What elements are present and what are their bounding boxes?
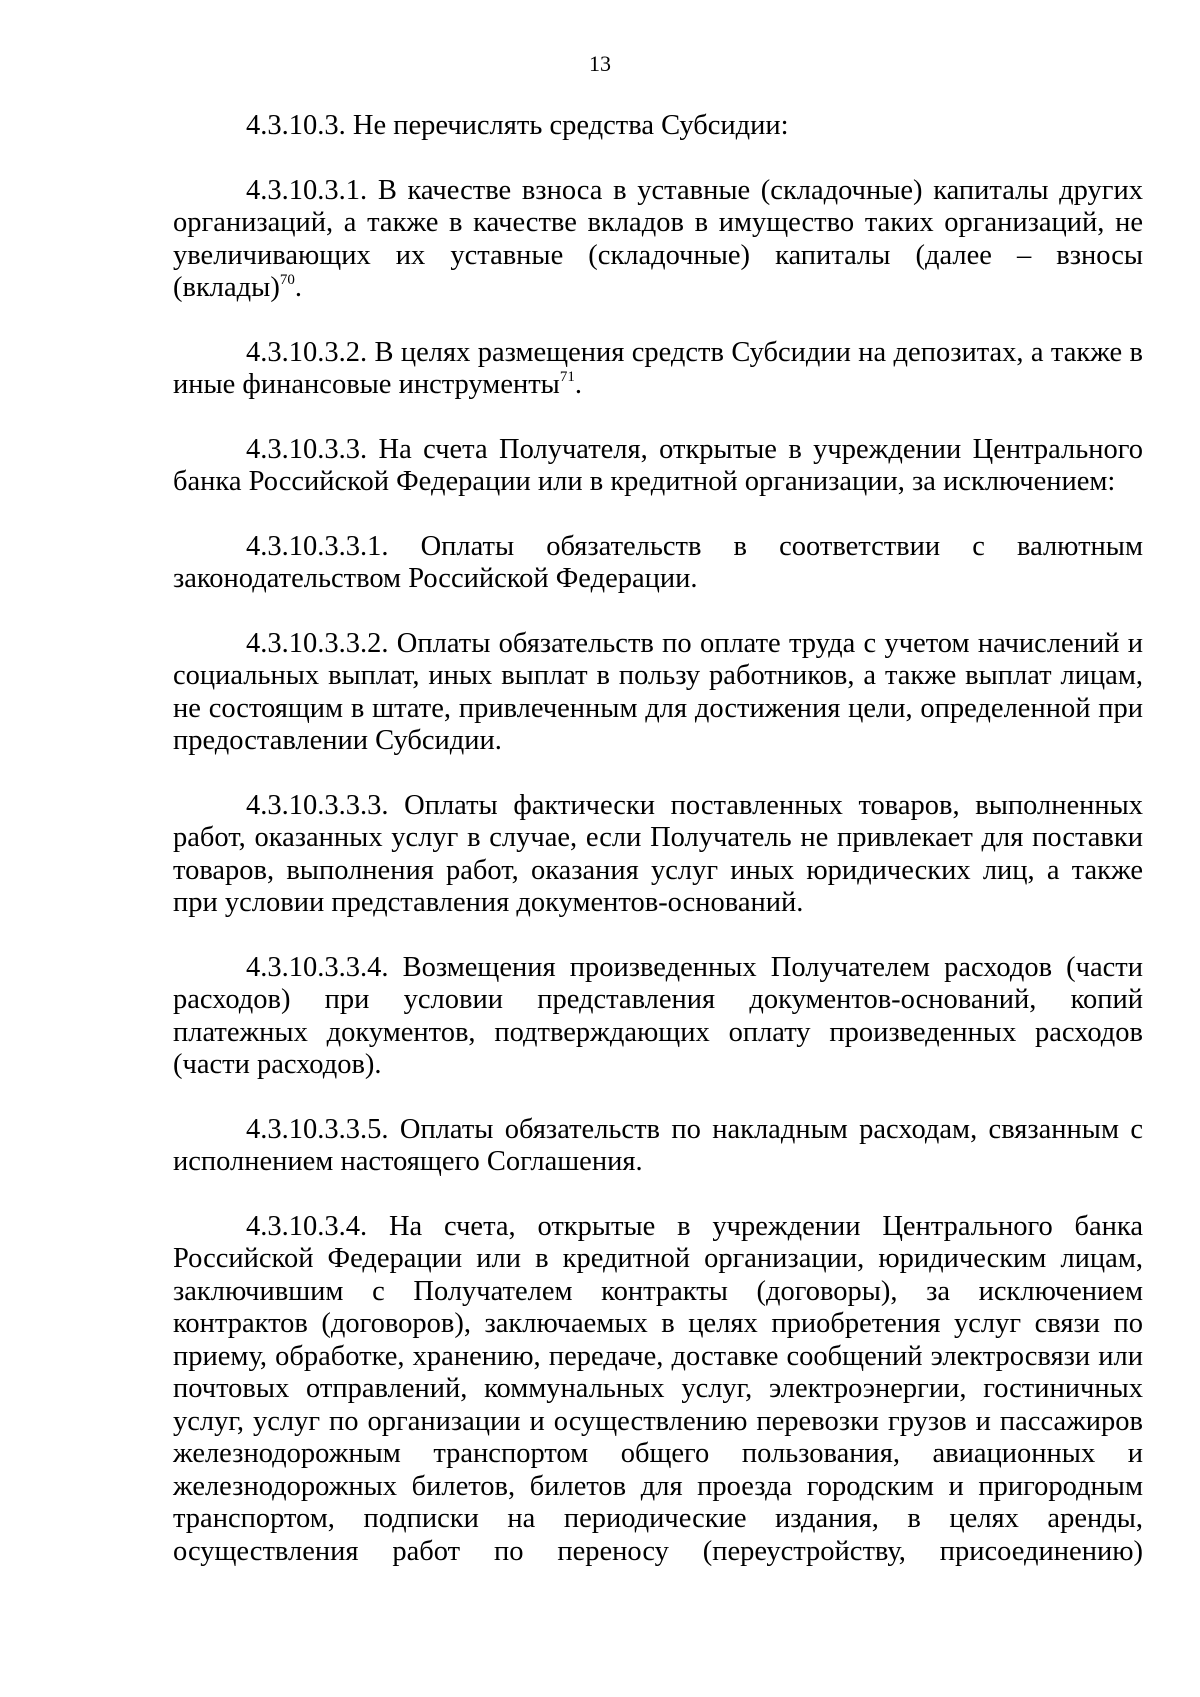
clause-text: Оплаты обязательств в соответствии с валютным законодательством Российской Федерации.	[173, 530, 1143, 594]
clause-tail: .	[574, 369, 582, 400]
paragraph-4-3-10-3-3-5	[173, 1114, 1143, 1179]
paragraph-4-3-10-3-3-3	[173, 790, 1143, 920]
paragraph-4-3-10-3-3-1	[173, 531, 1143, 596]
clause-text: Оплаты фактически поставленных товаров, выполненных работ, оказанных услуг в случае, если Получатель не привлекает для поставки товаров, выполнения работ, оказания услуг иных юридических лиц, а также при условии представления документов-оснований.	[173, 789, 1143, 918]
clause-number: 4.3.10.3.3.3.	[246, 789, 389, 821]
paragraph-4-3-10-3-3	[173, 434, 1143, 499]
clause-number: 4.3.10.3.3.2.	[246, 627, 389, 659]
clause-number: 4.3.10.3.3.5.	[246, 1113, 389, 1145]
paragraph-4-3-10-3-3-2	[173, 628, 1143, 758]
paragraph-4-3-10-3-1	[173, 175, 1143, 305]
paragraph-4-3-10-3-2	[173, 337, 1143, 402]
clause-text: Оплаты обязательств по накладным расходам, связанным с исполнением настоящего Соглашения.	[173, 1113, 1143, 1177]
clause-number: 4.3.10.3.3.	[246, 433, 368, 465]
clause-text: На счета Получателя, открытые в учреждении Центрального банка Российской Федерации или в кредитной организации, за исключением:	[173, 433, 1144, 497]
document-body	[173, 110, 1143, 1600]
clause-number: 4.3.10.3.4.	[246, 1210, 368, 1242]
clause-tail: .	[294, 272, 302, 303]
clause-number: 4.3.10.3.	[246, 110, 346, 141]
paragraph-4-3-10-3-4	[173, 1211, 1143, 1569]
footnote-ref: 70	[279, 272, 295, 288]
clause-number: 4.3.10.3.1.	[246, 174, 368, 206]
footnote-ref: 71	[559, 369, 575, 385]
clause-text: В качестве взноса в уставные (складочные) капиталы других организаций, а также в качестве вкладов в имущество таких организаций, не увеличивающих их уставные (складочные) капиталы (далее – взносы (вклады)	[173, 174, 1143, 303]
clause-text: Возмещения произведенных Получателем расходов (части расходов) при условии представления документов-оснований, копий платежных документов, подтверждающих оплату произведенных расходов (части расходов).	[173, 951, 1143, 1080]
page-number: 13	[589, 51, 611, 76]
clause-text: На счета, открытые в учреждении Центрального банка Российской Федерации или в кредитной организации, юридическим лицам, заключившим с Получателем контракты (договоры), за исключением контрактов (договоров), заключаемых в целях приобретения услуг связи по приему, обработке, хранению, передаче, доставке сообщений электросвязи или почтовых отправлений, коммунальных услуг, электроэнергии, гостиничных услуг, услуг по организации и осуществлению перевозки грузов и пассажиров железнодорожным транспортом общего пользования, авиационных и железнодорожных билетов, билетов для проезда городским и пригородным транспортом, подписки на периодические издания, в целях аренды, осуществления работ по переносу (переустройству, присоединению)	[173, 1210, 1143, 1567]
clause-text: Оплаты обязательств по оплате труда с учетом начислений и социальных выплат, иных выплат в пользу работников, а также выплат лицам, не состоящим в штате, привлеченным для достижения цели, определенной при предоставлении Субсидии.	[173, 627, 1143, 756]
paragraph-4-3-10-3	[173, 110, 1143, 143]
paragraph-4-3-10-3-3-4	[173, 952, 1143, 1082]
clause-text: Не перечислять средства Субсидии:	[352, 110, 789, 141]
clause-text: В целях размещения средств Субсидии на депозитах, а также в иные финансовые инструменты	[173, 336, 1144, 400]
clause-number: 4.3.10.3.2.	[246, 336, 368, 368]
clause-number: 4.3.10.3.3.1.	[246, 530, 389, 562]
clause-number: 4.3.10.3.3.4.	[246, 951, 389, 983]
